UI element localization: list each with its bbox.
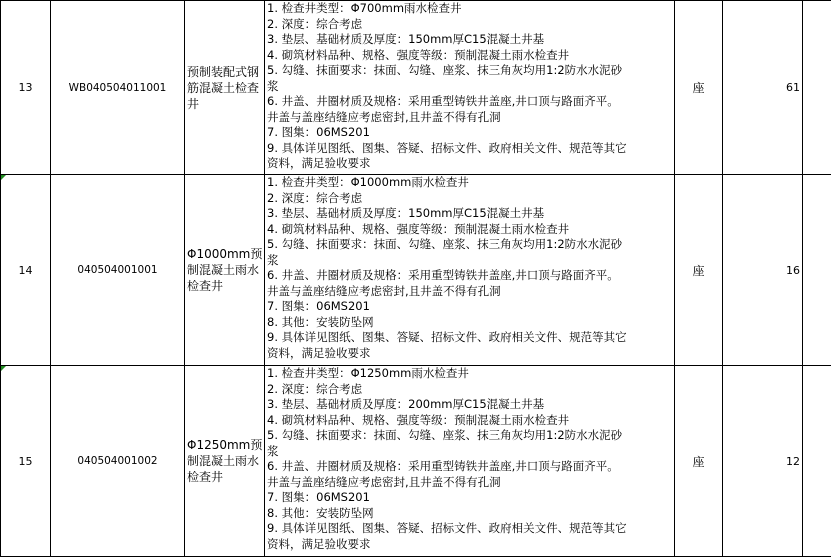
item-code: 040504001001 — [77, 264, 158, 276]
quantity: 12 — [786, 454, 800, 468]
description-line: 6. 井盖、井圈材质及规格：采用重型铸铁井盖座,井口顶与路面齐平。 — [267, 268, 619, 282]
item-name-cell[interactable] — [185, 366, 265, 557]
item-description-cell[interactable] — [265, 175, 675, 366]
table-row[interactable] — [1, 175, 831, 366]
quantity-cell[interactable] — [723, 366, 803, 557]
unit: 座 — [692, 263, 705, 278]
item-name: Φ1000mm预制混凝土雨水检查井 — [187, 247, 263, 293]
item-number-cell[interactable] — [1, 366, 51, 557]
description-line: 3. 垫层、基础材质及厚度：150mm厚C15混凝土井基 — [267, 206, 545, 220]
description-line: 2. 深度：综合考虑 — [267, 16, 363, 31]
unit: 座 — [692, 454, 705, 469]
item-number-cell[interactable] — [1, 175, 51, 366]
description-line: 井盖与盖座结缝应考虑密封,且井盖不得有孔洞 — [267, 283, 501, 298]
description-line: 6. 井盖、井圈材质及规格：采用重型铸铁井盖座,井口顶与路面齐平。 — [267, 94, 619, 108]
item-code-cell[interactable] — [51, 175, 185, 366]
description-line: 资料，满足验收要求 — [267, 536, 371, 551]
description-line: 9. 具体详见图纸、图集、答疑、招标文件、政府相关文件、规范等其它 — [267, 521, 627, 535]
description-line: 1. 检查井类型：Φ700mm雨水检查井 — [267, 1, 462, 15]
description-line: 井盖与盖座结缝应考虑密封,且井盖不得有孔洞 — [267, 109, 501, 124]
description-line: 浆 — [267, 443, 279, 458]
unit-cell[interactable] — [675, 1, 723, 175]
item-name-cell[interactable] — [185, 1, 265, 175]
item-name-cell[interactable] — [185, 175, 265, 366]
unit-cell[interactable] — [675, 366, 723, 557]
item-number: 14 — [18, 263, 33, 277]
empty-cell[interactable] — [803, 366, 831, 557]
empty-cell[interactable] — [803, 1, 831, 175]
description-line: 浆 — [267, 252, 279, 267]
item-number: 15 — [18, 454, 33, 468]
description-line: 9. 具体详见图纸、图集、答疑、招标文件、政府相关文件、规范等其它 — [267, 330, 627, 344]
item-code-cell[interactable] — [51, 1, 185, 175]
quantity: 16 — [786, 263, 800, 277]
empty-cell[interactable] — [803, 175, 831, 366]
description-line: 1. 检查井类型：Φ1250mm雨水检查井 — [267, 366, 469, 380]
description-line: 资料，满足验收要求 — [267, 345, 371, 360]
description-line: 资料，满足验收要求 — [267, 156, 371, 170]
description-line: 井盖与盖座结缝应考虑密封,且井盖不得有孔洞 — [267, 474, 501, 489]
item-description-cell[interactable] — [265, 366, 675, 557]
description-line: 8. 其他：安装防坠网 — [267, 505, 374, 520]
description-line: 9. 具体详见图纸、图集、答疑、招标文件、政府相关文件、规范等其它 — [267, 140, 627, 155]
item-code: 040504001002 — [77, 455, 158, 467]
item-number: 13 — [18, 81, 33, 94]
description-line: 4. 砌筑材料品种、规格、强度等级：预制混凝土雨水检查井 — [267, 412, 570, 427]
item-name: 预制装配式钢筋混凝土检查井 — [187, 64, 260, 111]
comment-marker-icon — [1, 175, 6, 180]
description-line: 2. 深度：综合考虑 — [267, 190, 363, 205]
description-line: 4. 砌筑材料品种、规格、强度等级：预制混凝土雨水检查井 — [267, 47, 570, 62]
description-line: 5. 勾缝、抹面要求：抹面、勾缝、座浆、抹三角灰均用1:2防水水泥砂 — [267, 63, 623, 77]
comment-marker-icon — [1, 366, 6, 371]
table-row[interactable] — [1, 1, 831, 175]
item-code-cell[interactable] — [51, 366, 185, 557]
description-line: 4. 砌筑材料品种、规格、强度等级：预制混凝土雨水检查井 — [267, 221, 570, 236]
description-line: 7. 图集：06MS201 — [267, 125, 370, 139]
description-line: 3. 垫层、基础材质及厚度：200mm厚C15混凝土井基 — [267, 397, 545, 411]
quantity-cell[interactable] — [723, 175, 803, 366]
description-line: 8. 其他：安装防坠网 — [267, 314, 374, 329]
item-number-cell[interactable] — [1, 1, 51, 175]
table-row[interactable] — [1, 366, 831, 557]
description-line: 7. 图集：06MS201 — [267, 490, 370, 504]
quantity: 61 — [786, 81, 800, 94]
item-name: Φ1250mm预制混凝土雨水检查井 — [187, 438, 263, 484]
description-line: 5. 勾缝、抹面要求：抹面、勾缝、座浆、抹三角灰均用1:2防水水泥砂 — [267, 428, 623, 442]
unit: 座 — [692, 81, 705, 95]
unit-cell[interactable] — [675, 175, 723, 366]
description-line: 7. 图集：06MS201 — [267, 299, 370, 313]
description-line: 3. 垫层、基础材质及厚度：150mm厚C15混凝土井基 — [267, 32, 545, 46]
item-description-cell[interactable] — [265, 1, 675, 175]
description-line: 1. 检查井类型：Φ1000mm雨水检查井 — [267, 175, 469, 189]
item-code: WB040504011001 — [68, 81, 167, 94]
description-line: 浆 — [267, 78, 279, 93]
description-line: 2. 深度：综合考虑 — [267, 381, 363, 396]
description-line: 6. 井盖、井圈材质及规格：采用重型铸铁井盖座,井口顶与路面齐平。 — [267, 459, 619, 473]
quantity-cell[interactable] — [723, 1, 803, 175]
description-line: 5. 勾缝、抹面要求：抹面、勾缝、座浆、抹三角灰均用1:2防水水泥砂 — [267, 237, 623, 251]
table-body — [1, 1, 831, 557]
